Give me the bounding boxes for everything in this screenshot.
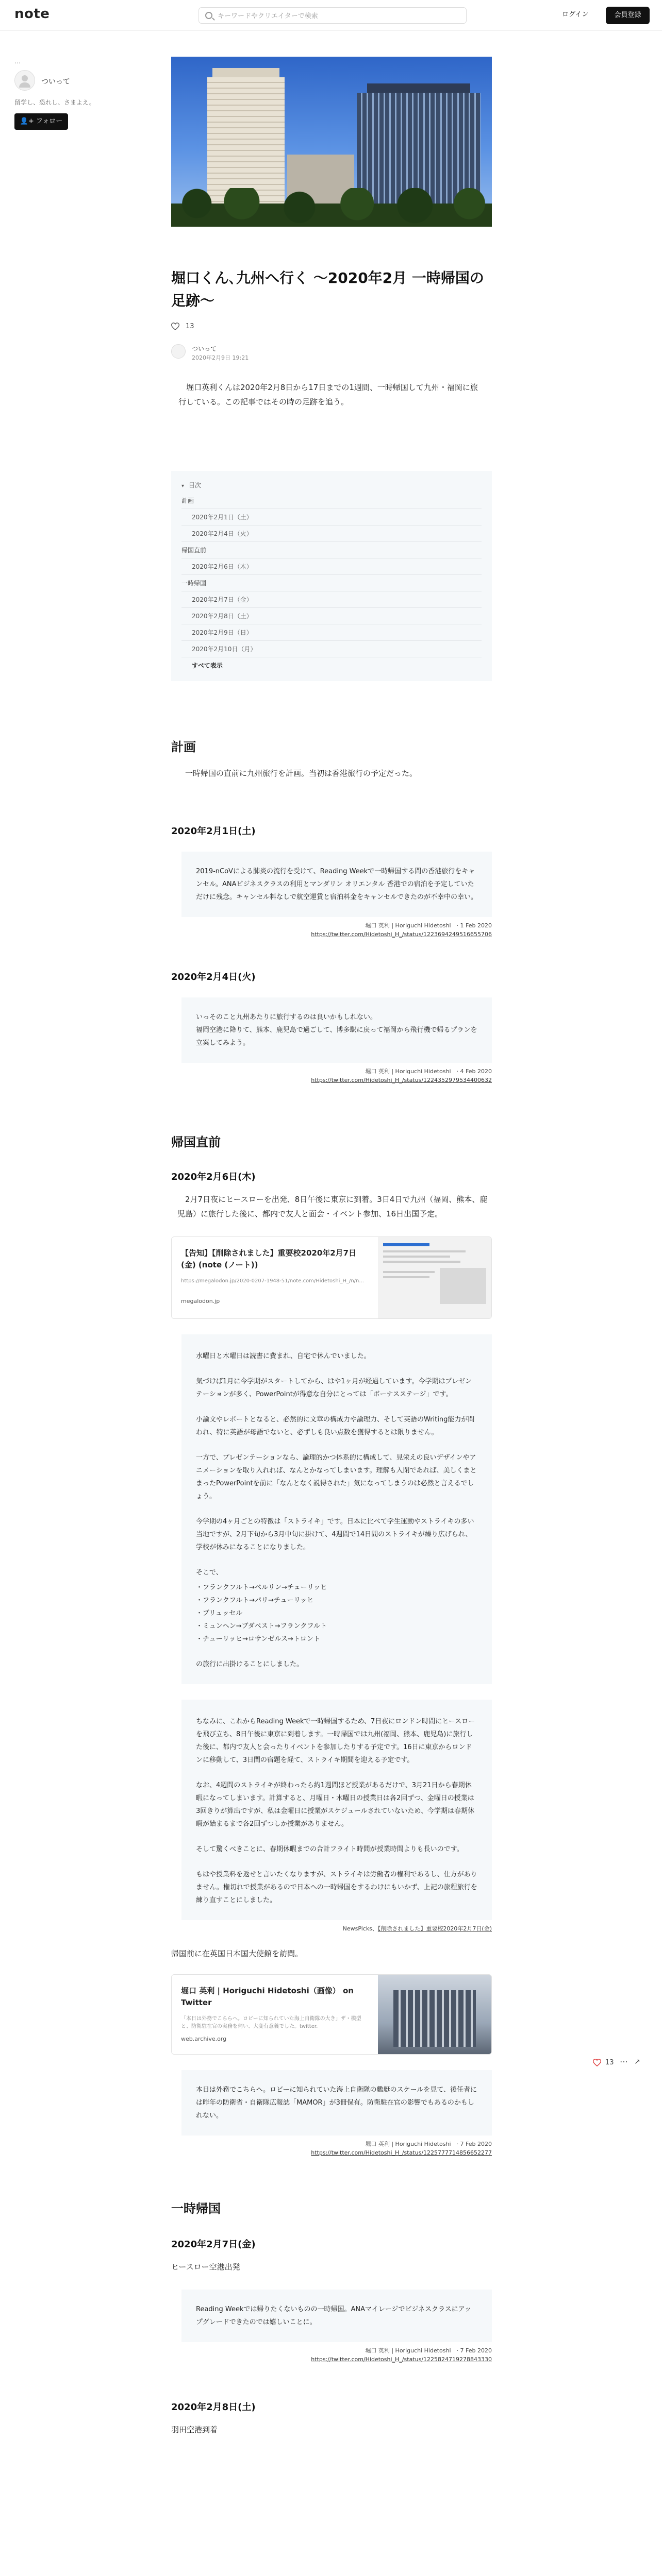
quote-text: 気づけば1月に今学期がスタートしてから、はや1ヶ月が経過しています。今学期はプレゼンテーションが多く、PowerPointが得意な自分にとっては「ボーナスステージ」です。 bbox=[196, 1378, 472, 1398]
quote-text: ちなみに、これからReading Weekで一時帰国するため、7日夜にロンドン時間にヒースローを飛び立ち、8日午後に東京に到着します。一時帰国では九州(福岡、熊本、鹿児島)に旅行した後に、都内で友人と会ったりイベントを参加したりする予定です。16日に東京からロンドンに移動して、3日間の宿題を経て、ストライキ期間を迎える予定です。 bbox=[196, 1718, 475, 1764]
date-heading: 2020年2月4日(火) bbox=[171, 972, 256, 982]
date-heading: 2020年2月7日(金) bbox=[171, 2239, 256, 2250]
intro-paragraph: 堀口英利くんは2020年2月8日から17日までの1週間、一時帰国して九州・福岡に旅行している。この記事ではその時の足跡を追う。 bbox=[178, 383, 478, 406]
tweet-source bbox=[171, 2346, 492, 2364]
list-item: ・ブリュッセル bbox=[196, 1609, 243, 1617]
quote-text: 今学期の4ヶ月ごとの特徴は「ストライキ」です。日本に比べて学生運動やストライキの多い当地ですが、2月下旬から3月中旬に掛けて、4週間で14日間のストライキが繰り広げられ、学校が休みになることになりました。 bbox=[196, 1518, 474, 1551]
quote-text: なお、4週間のストライキが終わったら約1週間ほど授業があるだけで、3月21日から春期休暇になってしまいます。計算すると、月曜日・木曜日の授業日は各2回ずつ、金曜日の授業は3回きりが算出ですが、私は金曜日に授業がスケジュールされていないため、今学期は春期休暇が始まるまで各2回ずつしか授業がありません。 bbox=[196, 1782, 474, 1828]
tweet-link[interactable]: https://twitter.com/Hidetoshi_H_/status/1224352979534400632 bbox=[311, 1077, 492, 1083]
login-link[interactable]: ログイン bbox=[562, 11, 589, 19]
paragraph: 帰国前に在英国日本国大使館を訪問。 bbox=[171, 1949, 303, 1958]
quote-text: 2019-nCoVによる肺炎の流行を受けて、Reading Weekで一時帰国する間の香港旅行をキャンセル。ANAビジネスクラスの利用とマンダリン オリエンタル 香港での宿泊を予定していただけに残念。キャンセル料なしで航空運賃と宿泊料金をキャンセルできたのが不幸中の幸い。 bbox=[196, 868, 478, 901]
signup-button[interactable]: 会員登録 bbox=[606, 7, 650, 24]
author-sidebar bbox=[14, 58, 107, 130]
link-card-desc: https://megalodon.jp/2020-0207-1948-51/note.com/Hidetoshi_H_/n/n... bbox=[181, 1278, 364, 1284]
note-logo[interactable]: note bbox=[14, 6, 50, 22]
list-item: ・フランクフルト→ベルリン→チューリッヒ bbox=[196, 1584, 327, 1591]
toc-heading-label: 目次 bbox=[188, 482, 201, 489]
toc-item[interactable]: 2020年2月4日（火） bbox=[181, 526, 482, 542]
like-count: 13 bbox=[186, 323, 194, 330]
quote-text: 水曜日と木曜日は読書に費まれ、自宅で休んでいました。 bbox=[196, 1352, 371, 1360]
paragraph: 一時帰国の直前に九州旅行を計画。当初は香港旅行の予定だった。 bbox=[177, 769, 418, 778]
search-box[interactable] bbox=[198, 7, 467, 24]
tweet-author: 堀口 英利 | Horiguchi Hidetoshi · 1 Feb 2020 bbox=[365, 922, 492, 929]
tweet-source bbox=[171, 1067, 492, 1084]
follow-button[interactable] bbox=[14, 113, 68, 130]
link-card-thumbnail bbox=[378, 1237, 491, 1319]
quote-block bbox=[181, 2070, 492, 2136]
quote-text: そして驚くべきことに、春期休暇までの合計フライト時間が授業時間よりも長いのです。 bbox=[196, 1845, 464, 1853]
tweet-link[interactable]: https://twitter.com/Hidetoshi_H_/status/1225824719278843330 bbox=[311, 2356, 492, 2363]
quote-block bbox=[181, 2290, 492, 2342]
quote-source bbox=[171, 1924, 492, 1933]
list-item: ・フランクフルト→パリ→チューリッヒ bbox=[196, 1597, 314, 1604]
search-icon bbox=[205, 12, 212, 19]
heart-icon[interactable] bbox=[171, 323, 179, 330]
heart-icon[interactable] bbox=[593, 2059, 601, 2066]
link-card-domain: web.archive.org bbox=[181, 2036, 227, 2042]
byline bbox=[171, 343, 492, 362]
quote-text: の旅行に出掛けることにしました。 bbox=[196, 1660, 304, 1668]
table-of-contents bbox=[171, 471, 492, 681]
like-count: 13 bbox=[605, 2059, 614, 2066]
toc-item[interactable]: 2020年2月6日（木） bbox=[181, 558, 482, 575]
toc-item[interactable]: 2020年2月10日（月） bbox=[181, 641, 482, 657]
section-heading-home: 一時帰国 bbox=[171, 2201, 221, 2216]
quote-block bbox=[181, 1334, 492, 1684]
toc-item[interactable]: 2020年2月7日（金） bbox=[181, 591, 482, 608]
link-card-title[interactable]: 【告知】【削除されました】重要校2020年2月7日(金) (note (ノート)) bbox=[181, 1248, 357, 1269]
article bbox=[171, 57, 492, 2437]
author-bio: 留学し、恐れし、さまよえ。 bbox=[14, 99, 95, 106]
toc-item[interactable]: 一時帰国 bbox=[181, 575, 482, 591]
sidebar-kicker: … bbox=[14, 58, 21, 65]
quote-text: 本日は外務でこちらへ。ロビーに知られていた海上自衛隊の艦艇のスケールを見て、後任者には昨年の防衛省・自衛隊広報誌「MAMOR」が3冊保有。防衛駐在官の影響でもあるのかもしれない。 bbox=[196, 2086, 477, 2120]
byline-avatar[interactable] bbox=[171, 344, 186, 359]
quote-text: 一方で、プレゼンテーションなら、論理的かつ体系的に構成して、見栄えの良いデザインやアニメーションを取り入れれば、なんとかなってしまいます。理解も入閉であれば、美しくまとまったPowerPointを前に「なんとなく説得された」気になってしまうのは必然と言えるでしょう。 bbox=[196, 1454, 477, 1500]
toc-item[interactable]: 帰国直前 bbox=[181, 542, 482, 558]
date-heading: 2020年2月6日(木) bbox=[171, 1172, 256, 1182]
quote-text: もはや授業料を返せと言いたくなりますが、ストライキは労働者の権利であるし、仕方がありません。権切れで授業があるので日本への一時帰国をするわけにもいかず、上記の旅程旅行を練り直すことにしました。 bbox=[196, 1871, 477, 1904]
toc-item[interactable]: 2020年2月8日（土） bbox=[181, 608, 482, 624]
publish-date: 2020年2月9日 19:21 bbox=[192, 354, 249, 361]
more-icon[interactable]: ⋯ bbox=[620, 2057, 628, 2066]
tweet-link[interactable]: https://twitter.com/Hidetoshi_H_/status/1225777714856652277 bbox=[311, 2149, 492, 2156]
quote-text: いっそのこと九州あたりに旅行するのは良いかもしれない。 福岡空港に降りて、熊本、鹿児島で過ごして、博多駅に戻って福岡から飛行機で帰るプランを立案してみよう。 bbox=[196, 1013, 477, 1047]
toc-show-all[interactable]: すべて表示 bbox=[192, 662, 223, 669]
author-name[interactable]: ついって bbox=[41, 78, 70, 86]
chevron-down-icon: ▾ bbox=[181, 483, 185, 489]
section-heading-plan: 計画 bbox=[171, 740, 196, 754]
quote-text: 小論文やレポートとなると、必然的に文章の構成力や論理力、そして英語のWriting能力が問われ、特に英語が母語でないと、必ずしも良い点数を獲得するとは限りません。 bbox=[196, 1416, 475, 1436]
quote-text: そこで、 bbox=[196, 1569, 223, 1577]
quote-source-link[interactable]: 【削除されました】重要校2020年2月7日(金) bbox=[377, 1925, 492, 1932]
article-title: 堀口くん､九州へ行く 〜2020年2月 一時帰国の足跡〜 bbox=[171, 269, 484, 309]
tweet-link[interactable]: https://twitter.com/Hidetoshi_H_/status/1223694249516655706 bbox=[311, 931, 492, 938]
author-row[interactable] bbox=[14, 70, 107, 91]
site-header bbox=[0, 0, 662, 31]
toc-item[interactable]: 2020年2月1日（土） bbox=[181, 509, 482, 526]
tweet-author: 堀口 英利 | Horiguchi Hidetoshi · 4 Feb 2020 bbox=[365, 1068, 492, 1075]
link-card[interactable] bbox=[171, 1974, 492, 2055]
link-card-domain: megalodon.jp bbox=[181, 1298, 220, 1304]
toc-heading[interactable] bbox=[181, 478, 482, 493]
tweet-source bbox=[171, 921, 492, 939]
link-card-title[interactable]: 堀口 英利 | Horiguchi Hidetoshi（画像） on Twitter bbox=[181, 1986, 354, 2007]
link-card-thumbnail bbox=[378, 1975, 491, 2055]
quote-block bbox=[181, 1700, 492, 1920]
like-row[interactable] bbox=[171, 321, 492, 332]
search-input[interactable] bbox=[218, 11, 455, 21]
date-heading: 2020年2月8日(土) bbox=[171, 2402, 256, 2413]
hero-image bbox=[171, 57, 492, 227]
paragraph: 2月7日夜にヒースローを出発、8日午後に東京に到着。3日4日で九州（福岡、熊本、鹿児島）に旅行した後に、都内で友人と面会・イベント参加、16日出国予定。 bbox=[177, 1195, 488, 1218]
link-card[interactable] bbox=[171, 1236, 492, 1319]
tweet-source bbox=[171, 2140, 492, 2157]
tweet-author: 堀口 英利 | Horiguchi Hidetoshi · 7 Feb 2020 bbox=[365, 2141, 492, 2147]
share-icon[interactable]: ↗ bbox=[634, 2058, 640, 2066]
quote-block bbox=[181, 997, 492, 1063]
link-card-desc: 「本日は外務でこちらへ。ロビーに知られていた海上自衛隊の大き」ザ・模型と、防衛駐在官の実務を伺い、大変有意義でした。twitter. bbox=[181, 2016, 361, 2029]
toc-item[interactable]: 計画 bbox=[181, 493, 482, 509]
byline-author[interactable]: ついって bbox=[192, 345, 217, 352]
list-item: ・チューリッヒ→ロサンゼルス→トロント bbox=[196, 1635, 320, 1643]
quote-block bbox=[181, 852, 492, 917]
avatar[interactable] bbox=[14, 70, 35, 91]
date-heading: 2020年2月1日(土) bbox=[171, 826, 256, 837]
paragraph: 羽田空港到着 bbox=[171, 2425, 218, 2434]
paragraph: ヒースロー空港出発 bbox=[171, 2262, 240, 2272]
user-plus-icon: 👤+ bbox=[20, 117, 36, 125]
toc-item[interactable]: 2020年2月9日（日） bbox=[181, 624, 482, 641]
list-item: ・ミュンヘン→ブダペスト→フランクフルト bbox=[196, 1622, 327, 1630]
quote-source-label: NewsPicks、 bbox=[342, 1925, 378, 1932]
follow-label: フォロー bbox=[36, 117, 63, 125]
tweet-author: 堀口 英利 | Horiguchi Hidetoshi · 7 Feb 2020 bbox=[365, 2347, 492, 2354]
quote-text: Reading Weekでは帰りたくないものの一時帰国。ANAマイレージでビジネスクラスにアップグレードできたのでは嬉しいことに。 bbox=[196, 2306, 471, 2326]
section-heading-pre-return: 帰国直前 bbox=[171, 1135, 221, 1149]
